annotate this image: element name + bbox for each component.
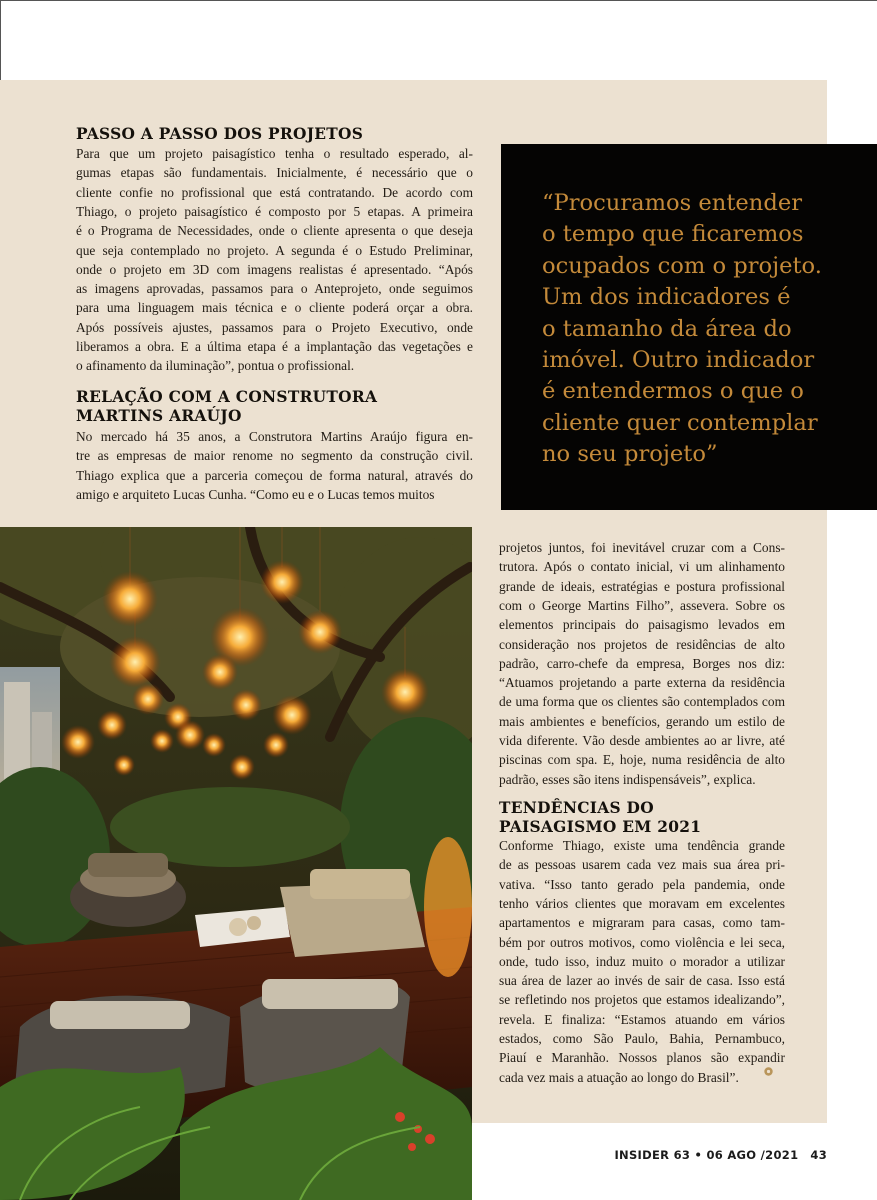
text-line: mais ambientes e benefícios, gerando um estilo de: [499, 713, 785, 729]
heading-tendencias: TENDÊNCIAS DO PAISAGISMO EM 2021: [499, 799, 702, 836]
end-mark-icon: [763, 1066, 774, 1077]
text-line: vida diferente. Vão desde ambientes ao ar livre, até: [499, 733, 785, 748]
issue-date: • 06 AGO /2021: [694, 1148, 799, 1162]
text-line: consideração nos projetos de residências de alto: [499, 636, 785, 652]
page-border-top: [0, 0, 877, 1]
text-line: estados, como São Paulo, Bahia, Pernambuco,: [499, 1031, 785, 1046]
text-line: projetos juntos, foi inevitável cruzar com a Cons-: [499, 540, 785, 555]
page-footer: [614, 1148, 827, 1162]
pull-quote-text: “Procuramos entender o tempo que ficaremos ocupados com o projeto. Um dos indicadores é o tamanho da área do imóvel. Outro indicador é entendermos o que o cliente quer contemplar no seu projeto”: [542, 190, 822, 468]
text-line: revela. E finaliza: “Estamos atuando em vários: [499, 1011, 785, 1027]
text-line: padrão, carro-chefe da empresa, Borges nos diz:: [499, 655, 785, 671]
text-line: tenho vários clientes que moravam em excelentes: [499, 895, 785, 911]
text-line: padrão, esses são itens indispensáveis”, explica.: [499, 771, 756, 787]
garden-lounge-photo: [0, 527, 472, 1200]
text-line: amigo e arquiteto Lucas Cunha. “Como eu e o Lucas temos muitos: [76, 486, 435, 502]
text-line: grande de ideais, estratégias e postura profissional: [499, 578, 785, 594]
page-border-left: [0, 0, 1, 80]
text-line: Para que um projeto paisagístico tenha o resultado esperado, al-: [76, 146, 473, 161]
text-line: piscinas com spa. E, hoje, numa residência de alto: [499, 752, 785, 768]
text-line: para uma linguagem mais técnica e o cliente poderá orçar a obra.: [76, 300, 473, 316]
text-line: Conforme Thiago, existe uma tendência grande: [499, 838, 785, 853]
text-line: bém por outros motivos, como violência e lei seca,: [499, 934, 785, 950]
text-line: de as pessoas usarem cada vez mais sua área pri-: [499, 857, 785, 873]
text-line: Após possíveis ajustes, passamos para o Projeto Executivo, onde: [76, 319, 473, 335]
text-line: é o Programa de Necessidades, onde o cliente apresenta o que deseja: [76, 223, 473, 239]
pull-quote-box: [501, 144, 877, 510]
text-line: Piauí e Maranhão. Nossos planos são expandir: [499, 1050, 785, 1066]
text-line: de uma forma que os clientes são contemplados com: [499, 694, 785, 710]
page-number: 43: [810, 1148, 827, 1162]
heading-passo-a-passo: PASSO A PASSO DOS PROJETOS: [76, 125, 364, 143]
text-line: as imagens aprovadas, passamos para o Anteprojeto, onde seguimos: [76, 281, 473, 297]
text-line: sua área de lazer ao invés de sair de casa. Isso está: [499, 973, 785, 989]
text-line: trutora. Após o contato inicial, vi um alinhamento: [499, 559, 785, 575]
heading-relacao-construtora: RELAÇÃO COM A CONSTRUTORA MARTINS ARAÚJO: [76, 388, 378, 425]
text-line: liberamos a obra. E a última etapa é a implantação das vegetações e: [76, 339, 473, 354]
text-line: onde o projeto em 3D com imagens realistas é apresentado. “Após: [76, 261, 473, 277]
text-line: gumas etapas são fundamentais. Inicialmente, é necessário que o: [76, 165, 473, 181]
text-line: apartamentos e migraram para casas, como tam-: [499, 915, 785, 931]
text-line: elementos principais do paisagismo levados em: [499, 617, 785, 633]
text-line: vativa. “Isso tanto gerado pela pandemia, onde: [499, 876, 785, 892]
text-line: No mercado há 35 anos, a Construtora Martins Araújo figura en-: [76, 429, 473, 444]
text-line: que seja contemplado no projeto. A segunda é o Estudo Preliminar,: [76, 242, 473, 258]
magazine-name: INSIDER 63: [614, 1148, 691, 1162]
text-line: o afinamento da iluminação”, pontua o profissional.: [76, 358, 355, 374]
text-line: Thiago explica que a parceria começou de forma natural, através do: [76, 467, 473, 483]
text-line: onde, tudo isso, induz muito o morador a utilizar: [499, 953, 785, 969]
text-line: Thiago, o projeto paisagístico é composto por 5 etapas. A primeira: [76, 203, 473, 219]
text-line: com o George Martins Filho”, assevera. Sobre os: [499, 597, 785, 613]
text-line: cada vez mais a atuação ao longo do Brasil”.: [499, 1069, 739, 1085]
text-line: tre as empresas de maior renome no segmento da construção civil.: [76, 448, 473, 464]
text-line: cliente confie no profissional que está contratando. De acordo com: [76, 184, 473, 200]
text-line: “Atuamos projetando a parte externa da residência: [499, 675, 785, 691]
text-line: se refletindo nos projetos que estamos idealizando”,: [499, 992, 785, 1008]
